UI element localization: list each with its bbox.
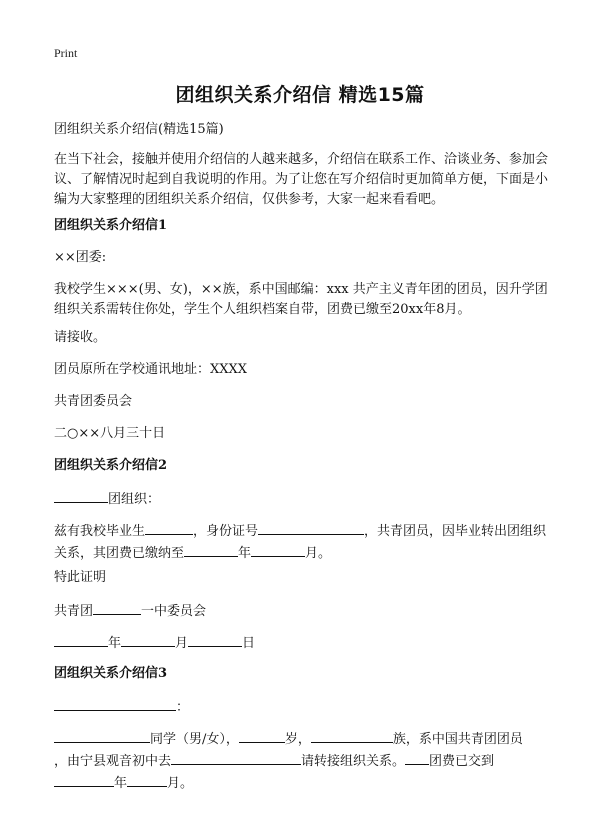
letter1-heading: 团组织关系介绍信1 [54, 218, 168, 233]
letter1-signature: 共青团委员会 [54, 394, 133, 409]
letter2-salutation: 团组织： [54, 488, 550, 510]
blank-line [251, 542, 305, 557]
page-title: 团组织关系介绍信 精选15篇 [175, 84, 425, 106]
letter3-body: 同学（男/女）， 岁， 族，系中国共青团团员 ，由宁县观音初中去 请转接组织关系。 团费已交到 年 月。 [54, 728, 550, 794]
letter1-request: 请接收。 [54, 330, 107, 345]
letter1-salutation: ××团委: [54, 250, 107, 265]
letter1-body: 我校学生×××(男、女)，××族，系中国邮编：xxx 共产主义青年团的团员，因升学团组织关系需转住你处，学生个人组织档案自带，团费已缴至20xx年8月。 [54, 282, 548, 317]
letter2-date: 年 月 日 [54, 632, 550, 654]
blank-line [54, 632, 108, 647]
print-link[interactable]: Print [54, 46, 78, 60]
letter3-heading: 团组织关系介绍信3 [54, 666, 168, 681]
blank-line [145, 520, 193, 535]
blank-line [93, 600, 141, 615]
letter2-org: 共青团 一中委员会 [54, 600, 550, 622]
blank-line [54, 772, 114, 787]
letter1-date: 二○××八月三十日 [54, 426, 166, 441]
blank-line [54, 696, 176, 711]
blank-line [121, 632, 175, 647]
blank-line [54, 488, 108, 503]
blank-line [311, 728, 393, 743]
blank-line [184, 542, 238, 557]
blank-line [54, 728, 150, 743]
blank-line [239, 728, 285, 743]
letter2-heading: 团组织关系介绍信2 [54, 458, 168, 473]
blank-line [127, 772, 167, 787]
letter1-address: 团员原所在学校通讯地址：XXXX [54, 362, 248, 377]
subtitle: 团组织关系介绍信(精选15篇) [54, 122, 224, 137]
blank-line [188, 632, 242, 647]
letter3-salutation: ： [54, 696, 550, 718]
blank-line [258, 520, 364, 535]
letter2-proof: 特此证明 [54, 570, 107, 585]
intro-paragraph: 在当下社会，接触并使用介绍信的人越来越多，介绍信在联系工作、洽谈业务、参加会议、了解情况时起到自我说明的作用。为了让您在写介绍信时更加简单方便，下面是小编为大家整理的团组织关系介绍信，仅供参考，大家一起来看看吧。 [54, 152, 549, 207]
blank-line [171, 750, 301, 765]
letter2-body: 兹有我校毕业生 ，身份证号 ，共青团员，因毕业转出团组织关系，其团费已缴纳至 年 月。 [54, 520, 550, 564]
blank-line [405, 750, 429, 765]
